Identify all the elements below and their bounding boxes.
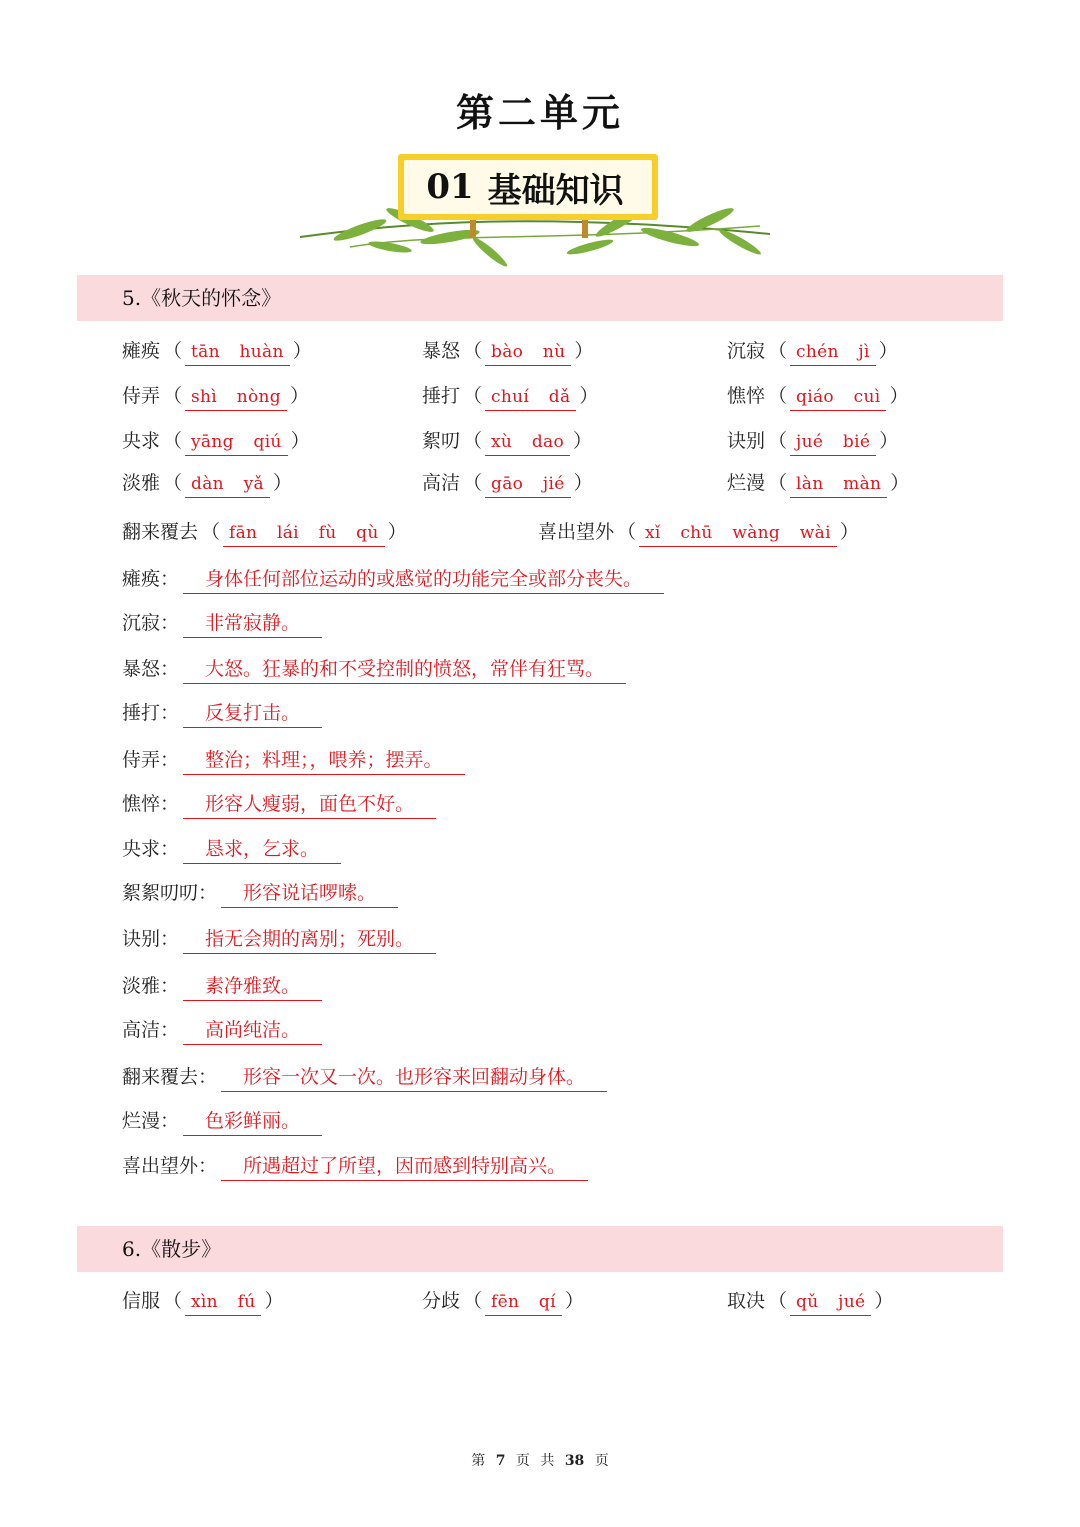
definition-item: 捶打： 反复打击。 <box>122 697 322 729</box>
pinyin-item: 分歧 （ fēn qí ） <box>422 1286 587 1316</box>
pinyin-row <box>122 1286 1022 1318</box>
pinyin-item: 憔悴 （ qiáo cuì ） <box>727 381 911 411</box>
page-title: 第二单元 <box>455 90 624 135</box>
pinyin-item: 捶打 （ chuí dǎ ） <box>422 381 601 411</box>
pinyin-item: 瘫痪 （ tān huàn ） <box>122 336 315 366</box>
section-title: 6.《散步》 <box>122 1237 222 1261</box>
definition-item: 沉寂： 非常寂静。 <box>122 607 322 639</box>
definition-item: 烂漫： 色彩鲜丽。 <box>122 1105 322 1137</box>
definition-item: 喜出望外： 所遇超过了所望，因而感到特别高兴。 <box>122 1150 588 1182</box>
banner-label <box>400 158 650 216</box>
section-header <box>77 1226 1003 1272</box>
definition-item: 翻来覆去： 形容一次又一次。也形容来回翻动身体。 <box>122 1061 607 1093</box>
idiom-row <box>122 517 1022 549</box>
definition-item: 絮絮叨叨： 形容说话啰嗦。 <box>122 877 398 909</box>
definition-item: 憔悴： 形容人瘦弱，面色不好。 <box>122 788 436 820</box>
pinyin-row <box>122 381 1022 413</box>
section-title: 5.《秋天的怀念》 <box>122 286 282 310</box>
pinyin-item: 喜出望外 （ xǐ chū wàng wài ） <box>538 517 862 547</box>
definition-item: 侍弄： 整治；料理；，喂养；摆弄。 <box>122 744 465 776</box>
pinyin-row <box>122 336 1022 368</box>
definition-item: 暴怒： 大怒。狂暴的和不受控制的愤怒，常伴有狂骂。 <box>122 653 626 685</box>
pinyin-item: 诀别 （ jué bié ） <box>727 426 901 456</box>
pinyin-item: 淡雅 （ dàn yǎ ） <box>122 468 295 498</box>
banner-number: 01 <box>426 167 474 207</box>
pinyin-item: 央求 （ yāng qiú ） <box>122 426 313 456</box>
pinyin-item: 沉寂 （ chén jì ） <box>727 336 901 366</box>
definition-item: 高洁： 高尚纯洁。 <box>122 1014 322 1046</box>
pinyin-row <box>122 468 1022 500</box>
pinyin-item: 侍弄 （ shì nòng ） <box>122 381 312 411</box>
banner-heading: 基础知识 <box>487 170 624 211</box>
pinyin-item: 烂漫 （ làn màn ） <box>727 468 912 498</box>
pinyin-item: 絮叨 （ xù dao ） <box>422 426 595 456</box>
pinyin-item: 信服 （ xìn fú ） <box>122 1286 286 1316</box>
definition-item: 央求： 恳求，乞求。 <box>122 833 341 865</box>
pinyin-item: 高洁 （ gāo jié ） <box>422 468 596 498</box>
pinyin-item: 取决 （ qǔ jué ） <box>727 1286 896 1316</box>
pinyin-row <box>122 426 1022 458</box>
definition-item: 淡雅： 素净雅致。 <box>122 970 322 1002</box>
page-number: 7 <box>495 1453 506 1469</box>
section-header <box>77 275 1003 321</box>
definition-item: 诀别： 指无会期的离别；死别。 <box>122 923 436 955</box>
pinyin-item: 翻来覆去 （ fān lái fù qù ） <box>122 517 410 547</box>
page-footer: 第 7 页 共 38 页 <box>471 1453 609 1469</box>
pinyin-item: 暴怒 （ bào nù ） <box>422 336 596 366</box>
definition-item: 瘫痪： 身体任何部位运动的或感觉的功能完全或部分丧失。 <box>122 563 664 595</box>
page-total: 38 <box>564 1453 585 1469</box>
